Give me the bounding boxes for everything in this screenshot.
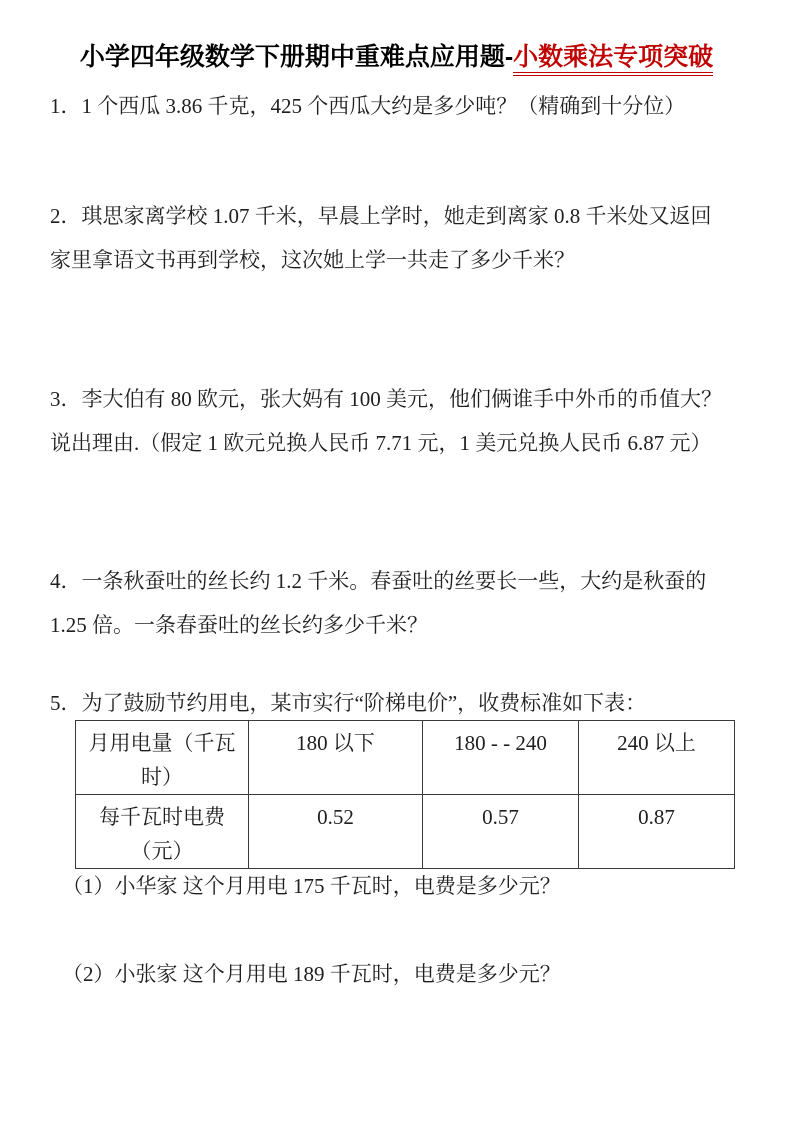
question-5 [50, 681, 646, 725]
question-1-line-1: 1．1 个西瓜 3.86 千克，425 个西瓜大约是多少吨？（精确到十分位） [50, 94, 686, 118]
question-2-line-1: 2．琪思家离学校 1.07 千米，早晨上学时，她走到离家 0.8 千米处又返回 [50, 204, 712, 228]
usage-row-label-cell [76, 721, 249, 795]
usage-tier-1-cell: 180 以下 [249, 721, 423, 795]
usage-tier-3-cell: 240 以上 [579, 721, 735, 795]
usage-label-line-2: 时） [141, 765, 183, 789]
rate-label-line-1: 每千瓦时电费 [99, 805, 225, 829]
question-4 [50, 559, 706, 647]
question-2-line-2: 家里拿语文书再到学校，这次她上学一共走了多少千米？ [50, 248, 575, 272]
question-5-line-1: 5．为了鼓励节约用电，某市实行“阶梯电价”，收费标准如下表： [50, 691, 647, 715]
question-3-line-2: 说出理由.（假定 1 欧元兑换人民币 7.71 元，1 美元兑换人民币 6.87 元） [50, 431, 712, 455]
rate-row-label-cell [76, 795, 249, 869]
price-table-row-rate [76, 795, 735, 869]
question-4-line-2: 1.25 倍。一条春蚕吐的丝长约多少千米？ [50, 613, 428, 637]
rate-tier-1-cell: 0.52 [249, 795, 423, 869]
question-3-line-1: 3．李大伯有 80 欧元，张大妈有 100 美元，他们俩谁手中外币的币值大？ [50, 387, 722, 411]
rate-tier-3-cell: 0.87 [579, 795, 735, 869]
usage-tier-2-cell: 180 - - 240 [423, 721, 579, 795]
electricity-price-table [75, 720, 735, 869]
sub-question-2: （2）小张家 这个月用电 189 千瓦时，电费是多少元？ [62, 962, 561, 986]
usage-label-line-1: 月用电量（千瓦 [88, 731, 236, 755]
rate-label-line-2: （元） [130, 839, 194, 863]
question-4-line-1: 4．一条秋蚕吐的丝长约 1.2 千米。春蚕吐的丝要长一些，大约是秋蚕的 [50, 569, 707, 593]
rate-tier-2-cell: 0.57 [423, 795, 579, 869]
question-3 [50, 377, 722, 465]
page-title [0, 40, 793, 74]
question-1 [50, 84, 685, 128]
sub-question-1: （1）小华家 这个月用电 175 千瓦时，电费是多少元？ [62, 874, 561, 898]
question-2 [50, 194, 712, 282]
title-main-text: 小学四年级数学下册期中重难点应用题- [79, 43, 514, 71]
price-table-row-usage [76, 721, 735, 795]
title-highlight-text: 小数乘法专项突破 [513, 43, 713, 76]
